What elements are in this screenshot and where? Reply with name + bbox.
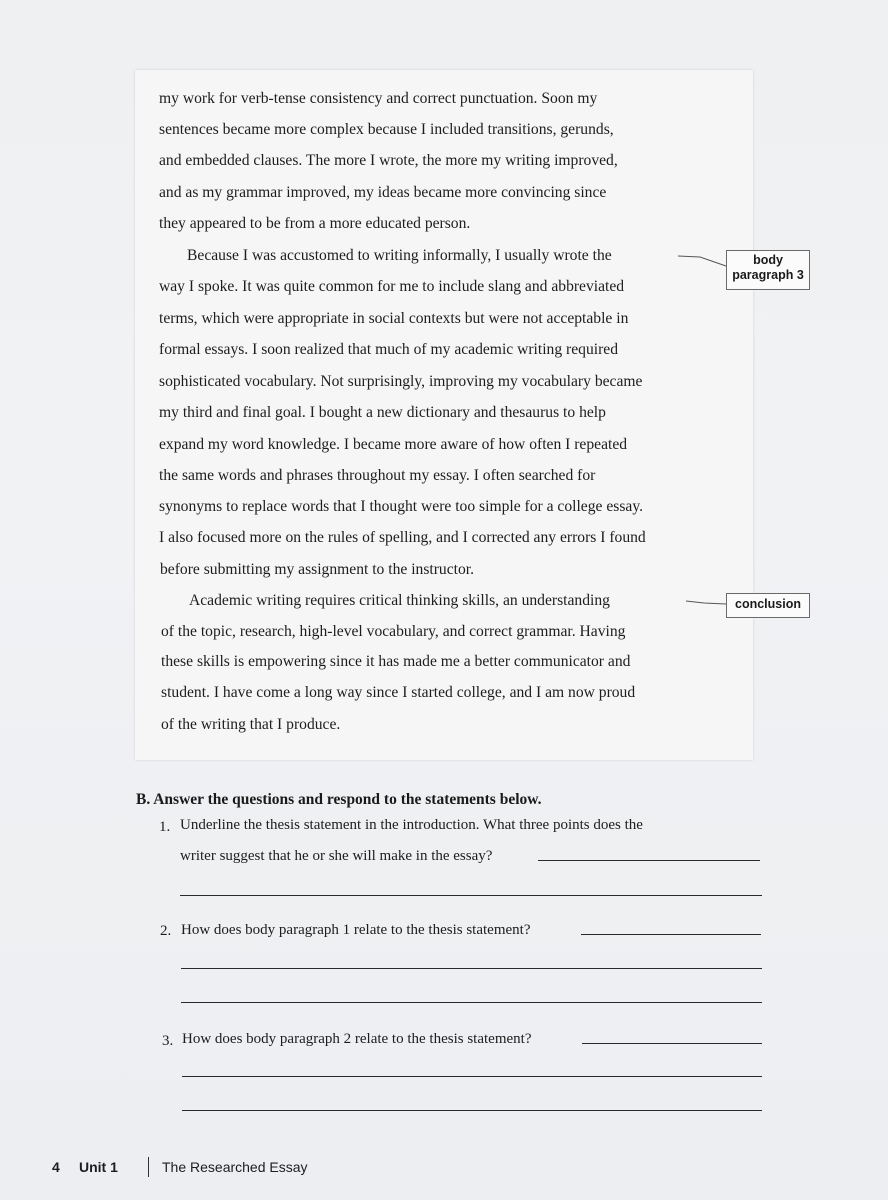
answer-line[interactable] [181, 1002, 762, 1003]
essay-line: synonyms to replace words that I thought were too simple for a college essay. [159, 498, 643, 515]
answer-line[interactable] [182, 1076, 762, 1077]
question-number: 3. [162, 1033, 174, 1049]
essay-line: before submitting my assignment to the instructor. [160, 561, 474, 578]
essay-line: student. I have come a long way since I started college, and I am now proud [161, 684, 636, 701]
answer-line[interactable] [181, 968, 762, 969]
answer-line[interactable] [582, 1043, 762, 1044]
essay-line: my third and final goal. I bought a new dictionary and thesaurus to help [159, 404, 606, 421]
conclusion-connector [686, 601, 726, 604]
essay-line: these skills is empowering since it has made me a better communicator and [161, 653, 631, 670]
essay-line: Because I was accustomed to writing informally, I usually wrote the [187, 247, 612, 264]
essay-line: sophisticated vocabulary. Not surprisingly, improving my vocabulary became [159, 373, 643, 390]
essay-line: way I spoke. It was quite common for me to include slang and abbreviated [159, 278, 625, 295]
callout-label-line: paragraph 3 [732, 268, 804, 282]
answer-line[interactable] [581, 934, 761, 935]
essay-line: of the topic, research, high-level vocabulary, and correct grammar. Having [161, 623, 626, 640]
footer-divider [148, 1157, 149, 1177]
answer-line[interactable] [538, 860, 760, 861]
question-text: Underline the thesis statement in the introduction. What three points does the [180, 817, 643, 833]
essay-line: and as my grammar improved, my ideas became more convincing since [159, 184, 607, 201]
essay-line: Academic writing requires critical thinking skills, an understanding [189, 592, 610, 609]
essay-line: of the writing that I produce. [161, 716, 341, 733]
essay-line: the same words and phrases throughout my essay. I often searched for [159, 467, 596, 484]
callout-label-line: conclusion [735, 597, 801, 611]
question-text: How does body paragraph 1 relate to the thesis statement? [181, 922, 531, 938]
conclusion-callout [726, 593, 810, 618]
callout-label-line: body [753, 253, 783, 267]
essay-line: I also focused more on the rules of spelling, and I corrected any errors I found [159, 529, 646, 546]
body-paragraph-3-callout [726, 250, 810, 290]
essay-line: they appeared to be from a more educated person. [159, 215, 471, 232]
unit-label: Unit 1 [79, 1159, 118, 1175]
essay-line: expand my word knowledge. I became more aware of how often I repeated [159, 436, 628, 453]
essay-line: terms, which were appropriate in social contexts but were not acceptable in [159, 310, 629, 327]
exercise-heading: B. Answer the questions and respond to the statements below. [136, 791, 542, 808]
essay-line: formal essays. I soon realized that much of my academic writing required [159, 341, 618, 358]
question-text: writer suggest that he or she will make in the essay? [180, 848, 493, 864]
essay-line: sentences became more complex because I included transitions, gerunds, [159, 121, 614, 138]
question-number: 2. [160, 923, 172, 939]
answer-line[interactable] [182, 1110, 762, 1111]
chapter-title: The Researched Essay [162, 1159, 308, 1175]
body-paragraph-3-connector [678, 256, 726, 266]
essay-line: my work for verb-tense consistency and correct punctuation. Soon my [159, 90, 598, 107]
essay-line: and embedded clauses. The more I wrote, the more my writing improved, [159, 152, 618, 169]
page-number: 4 [52, 1159, 60, 1175]
answer-line[interactable] [180, 895, 762, 896]
question-text: How does body paragraph 2 relate to the thesis statement? [182, 1031, 532, 1047]
question-number: 1. [159, 819, 171, 835]
